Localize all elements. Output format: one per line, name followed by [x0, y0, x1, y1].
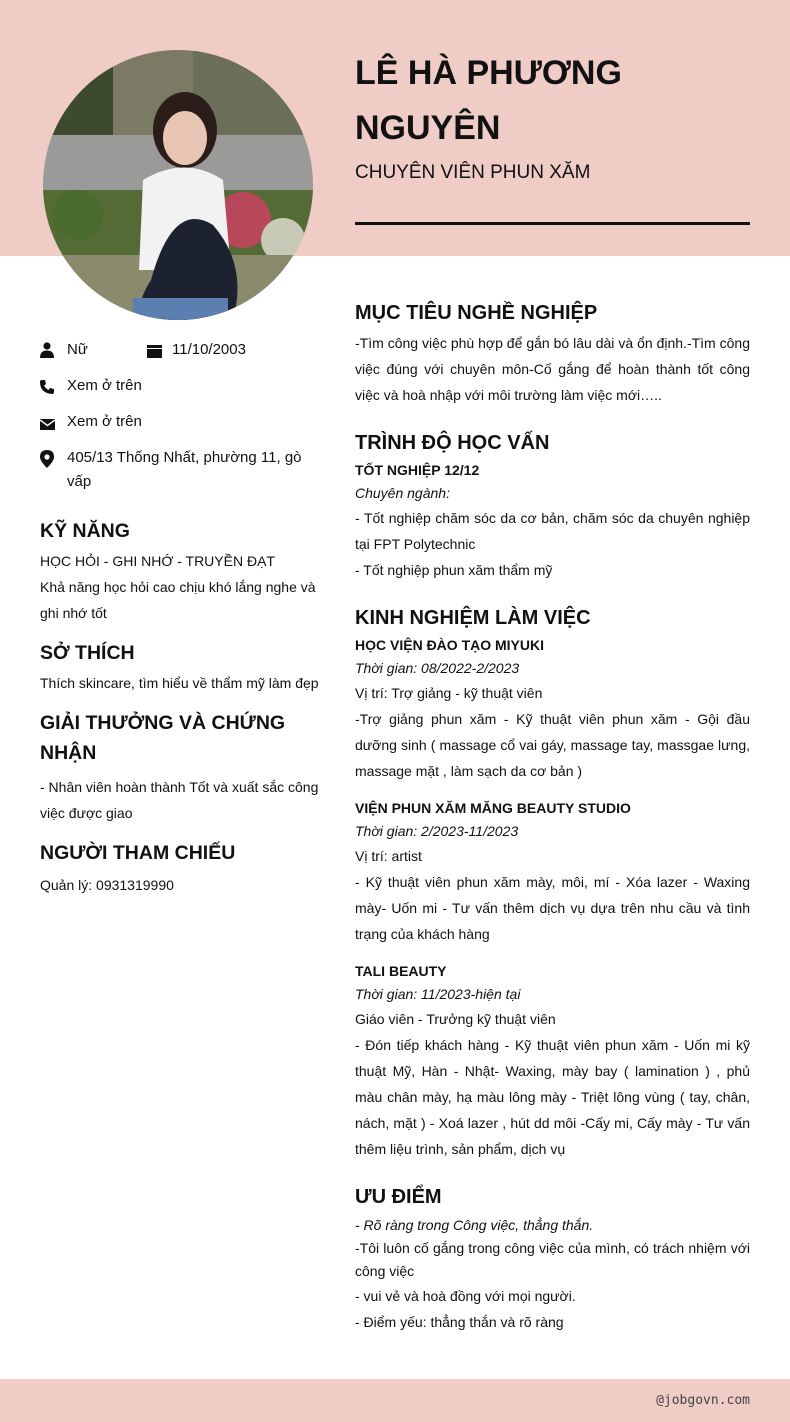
experience-position: Vị trí: Trợ giảng - kỹ thuật viên — [355, 685, 543, 701]
left-column — [40, 338, 320, 898]
skills-heading: KỸ NĂNG — [40, 520, 130, 542]
person-icon — [40, 338, 67, 366]
info-gender-birthdate — [40, 338, 320, 366]
experience-item — [355, 633, 750, 784]
address-value: 405/13 Thống Nhất, phường 11, gò vấp — [67, 449, 302, 490]
profile-photo — [43, 50, 313, 320]
strengths-line-2: - vui vẻ và hoà đồng với mọi người. — [355, 1288, 576, 1304]
phone-value: Xem ở trên — [67, 377, 142, 394]
hobbies-text: Thích skincare, tìm hiểu về thẩm mỹ làm đẹp — [40, 675, 319, 691]
gender-value: Nữ — [67, 341, 88, 358]
experience-item — [355, 959, 750, 1162]
objective-text: -Tìm công việc phù hợp để gắn bó lâu dài và ổn định.-Tìm công việc đúng với chuyên môn-Cố gắng để hoàn thành tốt công việc và hoà nhập với môi trường làm việc mới….. — [355, 335, 750, 403]
hobbies-heading: SỞ THÍCH — [40, 642, 135, 664]
mail-icon — [40, 410, 67, 438]
experience-time: Thời gian: 08/2022-2/2023 — [355, 660, 520, 676]
info-address — [40, 446, 320, 494]
awards-heading: GIẢI THƯỞNG VÀ CHỨNG NHẬN — [40, 712, 286, 764]
strengths-heading: ƯU ĐIỂM — [355, 1186, 442, 1208]
birthdate-value: 11/10/2003 — [172, 341, 246, 358]
education-line-1: - Tốt nghiệp chăm sóc da cơ bản, chăm sóc da chuyên nghiệp tại FPT Polytechnic — [355, 510, 750, 552]
header-divider — [355, 222, 750, 225]
education-school: TỐT NGHIỆP 12/12 — [355, 462, 480, 478]
experience-heading: KINH NGHIỆM LÀM VIỆC — [355, 607, 591, 629]
references-heading: NGƯỜI THAM CHIẾU — [40, 842, 236, 864]
experience-item — [355, 796, 750, 947]
experience-time: Thời gian: 11/2023-hiện tại — [355, 986, 521, 1002]
experience-company: TALI BEAUTY — [355, 963, 447, 979]
skills-line-1: HỌC HỎI - GHI NHỚ - TRUYỀN ĐẠT — [40, 553, 275, 569]
experience-time: Thời gian: 2/2023-11/2023 — [355, 823, 519, 839]
experience-position: Giáo viên - Trưởng kỹ thuật viên — [355, 1011, 556, 1027]
experience-company: VIỆN PHUN XĂM MĂNG BEAUTY STUDIO — [355, 800, 631, 816]
strengths-lead: - Rõ ràng trong Công việc, thẳng thắn. — [355, 1217, 594, 1233]
experience-description: - Đón tiếp khách hàng - Kỹ thuật viên phun xăm - Uốn mi kỹ thuật Mỹ, Hàn - Nhật- Waxing, mày bay ( lamination ) , phủ màu chân mày, hạ màu lông mày - Triệt lông vùng ( tay, chân, nách, mặt ) - Xoá lazer , hút dd môi -Cấy mi, Cấy mày - Tư vấn thêm liệu trình, sản phẩm, dịch vụ — [355, 1037, 750, 1157]
info-phone — [40, 374, 320, 402]
awards-text: - Nhân viên hoàn thành Tốt và xuất sắc công việc được giao — [40, 779, 319, 821]
right-column — [355, 298, 750, 1335]
calendar-icon — [147, 338, 172, 366]
job-title: CHUYÊN VIÊN PHUN XĂM — [355, 162, 591, 183]
phone-icon — [40, 374, 67, 402]
location-pin-icon — [40, 446, 67, 476]
experience-description: -Trợ giảng phun xăm - Kỹ thuật viên phun xăm - Gội đầu dưỡng sinh ( massage cổ vai gáy, massage tay, massgae lưng, massage mặt , làm sạch da cơ bản ) — [355, 711, 750, 779]
references-text: Quản lý: 0931319990 — [40, 877, 174, 893]
objective-heading: MỤC TIÊU NGHỀ NGHIỆP — [355, 302, 598, 324]
skills-line-2: Khả năng học hỏi cao chịu khó lắng nghe và ghi nhớ tốt — [40, 579, 316, 621]
experience-description: - Kỹ thuật viên phun xăm mày, môi, mí - Xóa lazer - Waxing mày- Uốn mi - Tư vấn thêm dịch vụ dựa trên nhu cầu và tình trạng của khách hàng — [355, 874, 750, 942]
experience-position: Vị trí: artist — [355, 848, 422, 864]
education-heading: TRÌNH ĐỘ HỌC VẤN — [355, 432, 550, 454]
info-email — [40, 410, 320, 438]
candidate-name: LÊ HÀ PHƯƠNG NGUYÊN — [355, 54, 622, 147]
strengths-line-1: -Tôi luôn cố gắng trong công việc của mình, có trách nhiệm với công việc — [355, 1240, 750, 1279]
footer-watermark: @jobgovn.com — [656, 1393, 750, 1408]
education-major: Chuyên ngành: — [355, 485, 450, 501]
email-value: Xem ở trên — [67, 413, 142, 430]
education-line-2: - Tốt nghiệp phun xăm thẩm mỹ — [355, 562, 553, 578]
experience-company: HỌC VIỆN ĐÀO TẠO MIYUKI — [355, 637, 545, 653]
strengths-line-3: - Điểm yếu: thẳng thắn và rõ ràng — [355, 1314, 564, 1330]
